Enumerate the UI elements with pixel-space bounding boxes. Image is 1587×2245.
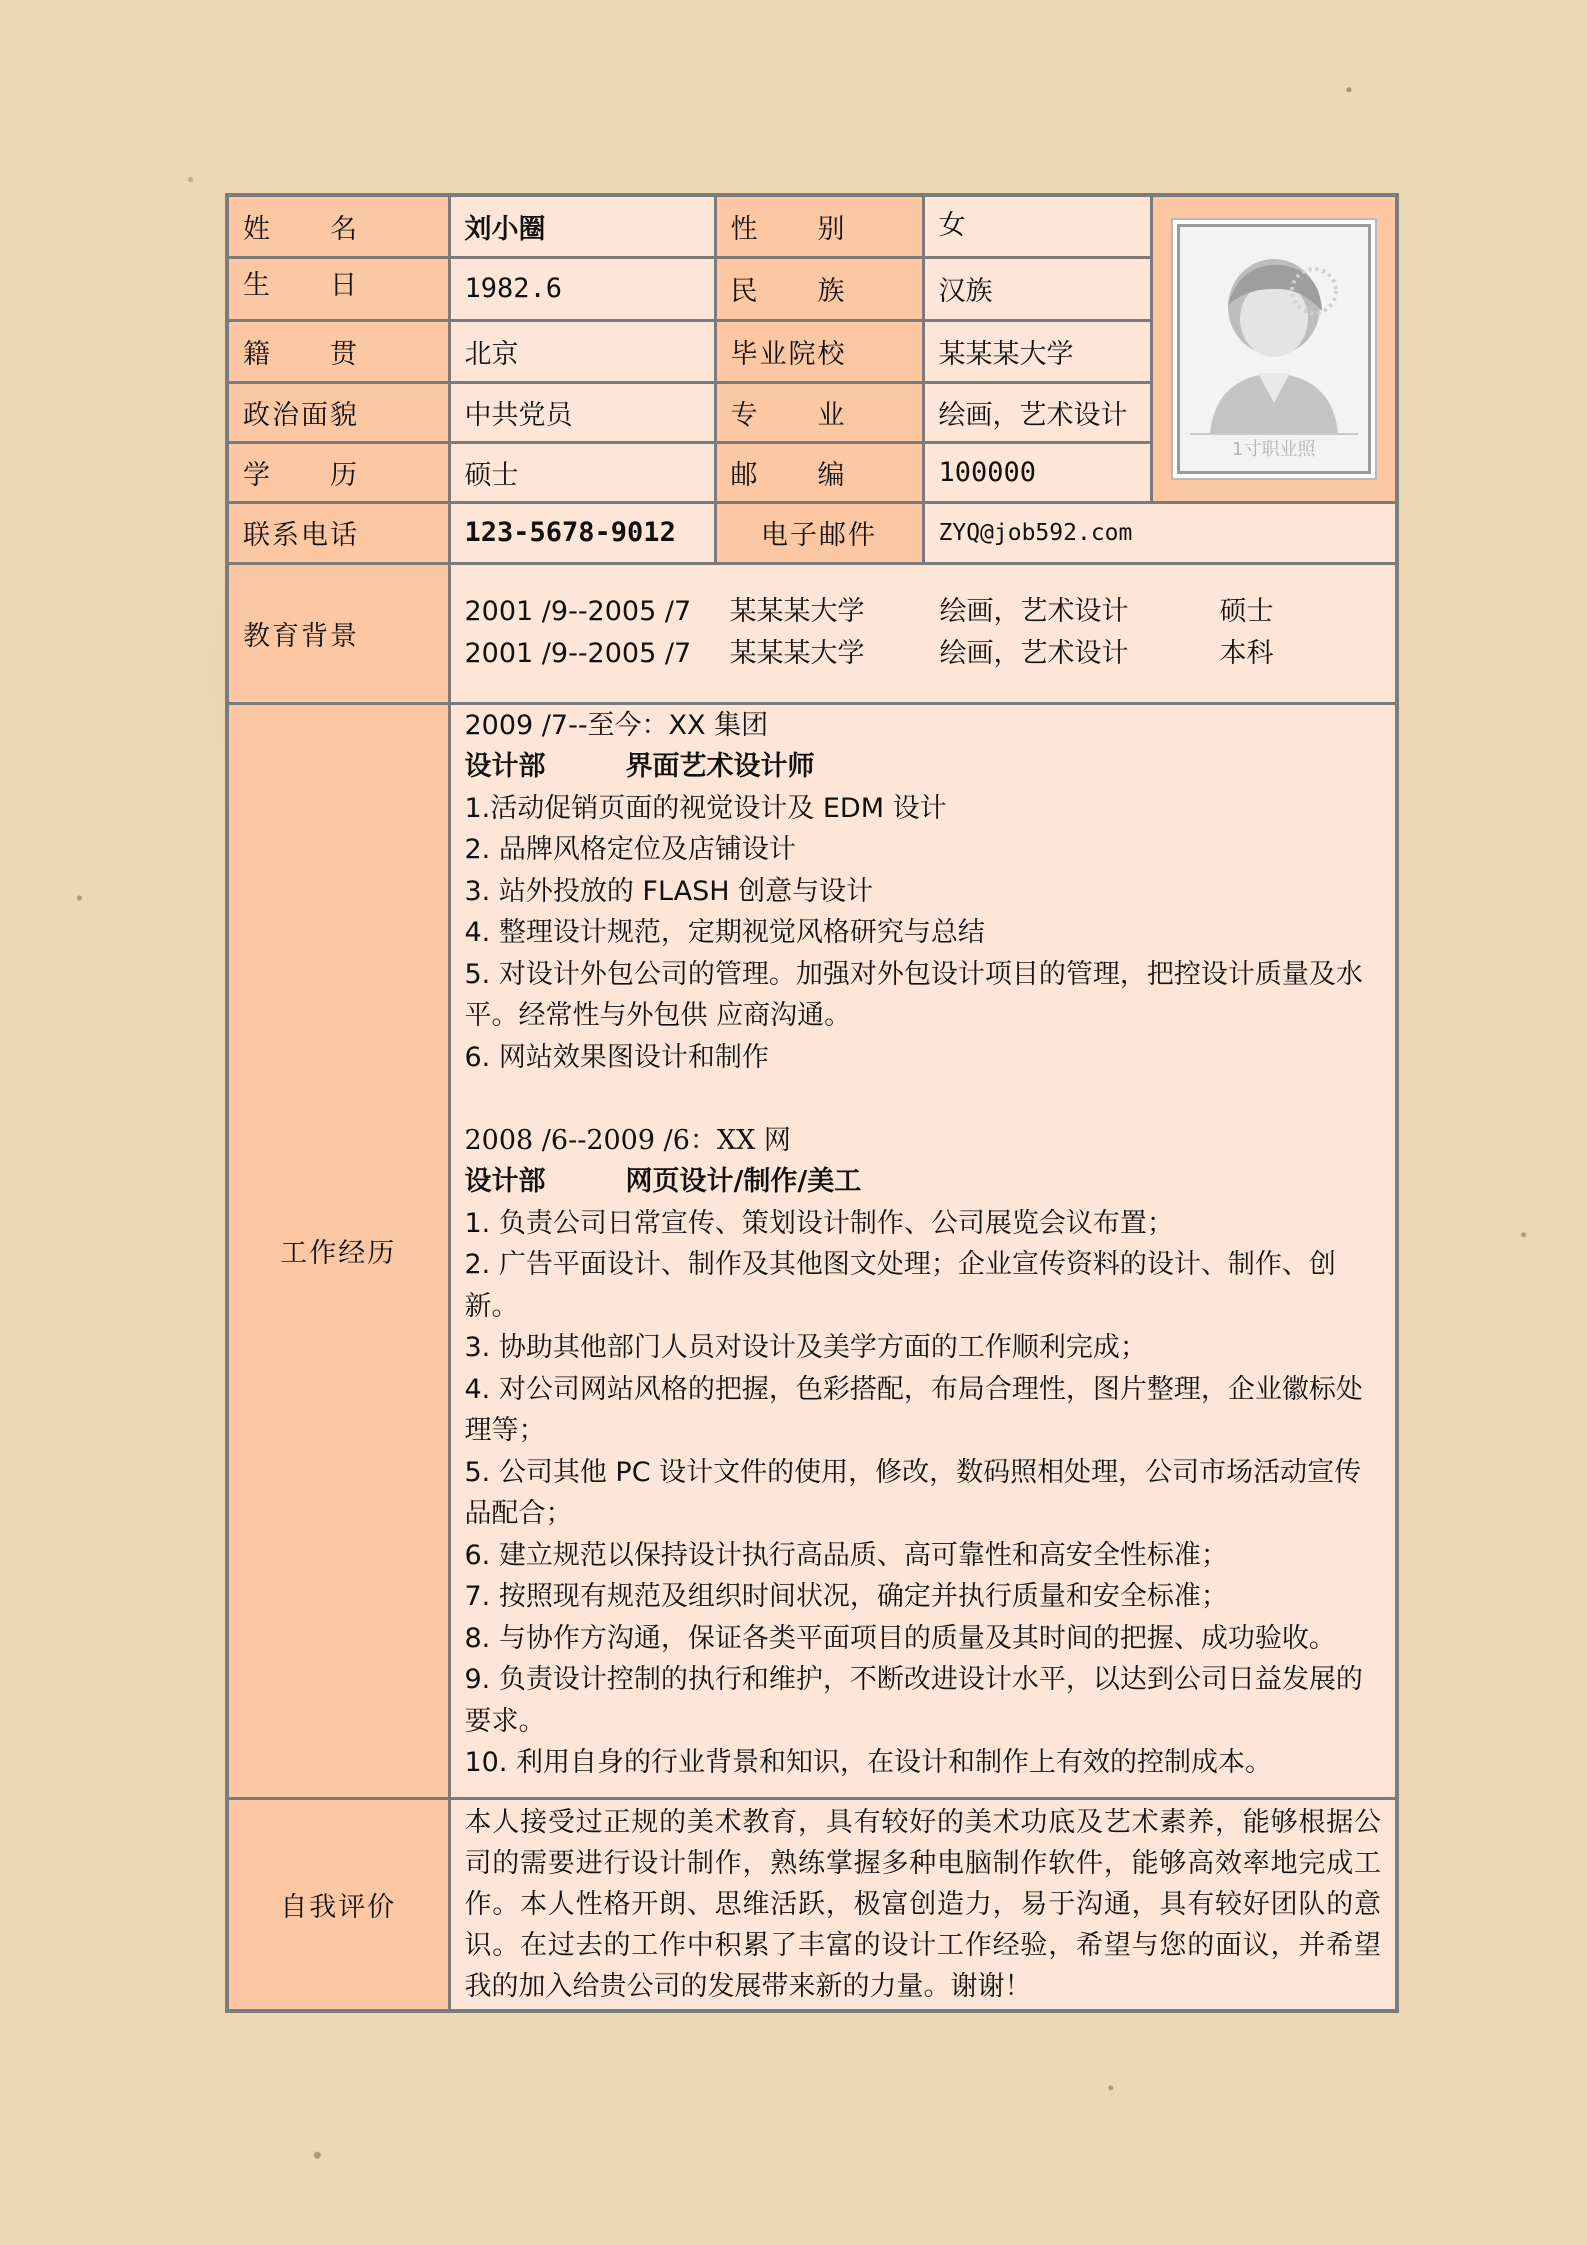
job1-heading (465, 746, 1382, 788)
job2-item: 2. 广告平面设计、制作及其他图文处理；企业宣传资料的设计、制作、创新。 (464, 1249, 1336, 1322)
self-eval-text: 本人接受过正规的美术教育，具有较好的美术功底及艺术素养，能够根据公司的需要进行设计制作，熟练掌握多种电脑制作软件，能够高效率地完成工作。本人性格开朗、思维活跃，极富创造力，易于沟通，具有较好团队的意识。在过去的工作中积累了丰富的设计工作经验，希望与您的面议，并希望我的加入给贵公司的发展带来新的力量。谢谢！ (449, 1798, 1397, 2011)
major-label: 专 业 (715, 382, 923, 442)
job1-title: 界面艺术设计师 (625, 751, 815, 782)
origin-label: 籍 贯 (227, 320, 449, 382)
education-label: 教育背景 (227, 563, 449, 703)
ethnic-label: 民 族 (715, 257, 923, 320)
school-value: 某某某大学 (923, 320, 1151, 382)
birth-value: 1982.6 (449, 257, 715, 320)
email-value: ZYQ@job592.com (923, 502, 1397, 563)
job1-item: 1.活动促销页面的视觉设计及 EDM 设计 (464, 792, 947, 824)
job1-period: 2009 /7--至今：XX 集团 (464, 709, 769, 741)
job2-item: 8. 与协作方沟通，保证各类平面项目的质量及其时间的把握、成功验收。 (464, 1622, 1336, 1654)
self-eval-label: 自我评价 (227, 1798, 449, 2011)
job2-title: 网页设计/制作/美工 (625, 1166, 862, 1197)
education-content (449, 563, 1397, 703)
phone-label: 联系电话 (227, 502, 449, 563)
edu-degree: 硕士 (1219, 596, 1274, 627)
edu-major: 绘画，艺术设计 (939, 638, 1129, 669)
degree-label: 学 历 (227, 442, 449, 502)
job2-item: 6. 建立规范以保持设计执行高品质、高可靠性和高安全性标准； (464, 1539, 1228, 1571)
edu-major: 绘画，艺术设计 (939, 596, 1129, 627)
education-row (465, 591, 1382, 633)
phone-value: 123-5678-9012 (449, 502, 715, 563)
gender-label: 性 别 (715, 195, 923, 257)
job2-item: 7. 按照现有规范及组织时间状况，确定并执行质量和安全标准； (464, 1581, 1228, 1612)
photo-cell (1151, 195, 1397, 502)
job1-item: 5. 对设计外包公司的管理。加强对外包设计项目的管理，把控设计质量及水平。经常性与外包供 应商沟通。 (464, 958, 1363, 1031)
job1-dept: 设计部 (464, 751, 546, 782)
work-content (449, 703, 1397, 1798)
name-label: 姓 名 (227, 195, 449, 257)
resume-table (225, 193, 1399, 2013)
job1-item: 4. 整理设计规范，定期视觉风格研究与总结 (464, 917, 985, 948)
job2-item: 1. 负责公司日常宣传、策划设计制作、公司展览会议布置； (464, 1207, 1174, 1239)
job2-item: 4. 对公司网站风格的把握，色彩搭配，布局合理性，图片整理，企业徽标处理等； (464, 1373, 1363, 1446)
edu-school: 某某某大学 (729, 638, 865, 669)
job1-item: 3. 站外投放的 FLASH 创意与设计 (464, 875, 874, 907)
edu-period: 2001 /9--2005 /7 (464, 596, 692, 627)
postcode-value: 100000 (923, 442, 1151, 502)
job2-item: 10. 利用自身的行业背景和知识，在设计和制作上有效的控制成本。 (464, 1747, 1273, 1778)
degree-value: 硕士 (449, 442, 715, 502)
profile-photo-placeholder (1177, 224, 1371, 474)
work-label: 工作经历 (227, 703, 449, 1798)
name-value: 刘小圈 (449, 195, 715, 257)
job2-period: 2008 /6--2009 /6：XX 网 (464, 1124, 791, 1156)
photo-caption: 1寸职业照 (1190, 433, 1358, 465)
edu-school: 某某某大学 (729, 596, 865, 627)
major-value: 绘画，艺术设计 (923, 382, 1151, 442)
job2-item: 5. 公司其他 PC 设计文件的使用，修改，数码照相处理，公司市场活动宣传品配合； (464, 1456, 1362, 1529)
edu-period: 2001 /9--2005 /7 (464, 638, 692, 669)
education-row (465, 633, 1382, 675)
job2-item: 3. 协助其他部门人员对设计及美学方面的工作顺利完成； (464, 1332, 1147, 1363)
gender-value: 女 (923, 195, 1151, 257)
job1-item: 2. 品牌风格定位及店铺设计 (464, 834, 796, 865)
politics-label: 政治面貌 (227, 382, 449, 442)
job2-heading (465, 1161, 1382, 1203)
school-label: 毕业院校 (715, 320, 923, 382)
birth-label: 生 日 (227, 257, 449, 320)
email-label: 电子邮件 (715, 502, 923, 563)
job2-item: 9. 负责设计控制的执行和维护，不断改进设计水平，以达到公司日益发展的要求。 (464, 1664, 1363, 1737)
origin-value: 北京 (449, 320, 715, 382)
politics-value: 中共党员 (449, 382, 715, 442)
postcode-label: 邮 编 (715, 442, 923, 502)
edu-degree: 本科 (1219, 638, 1274, 669)
job2-dept: 设计部 (464, 1166, 546, 1197)
ethnic-value: 汉族 (923, 257, 1151, 320)
job1-item: 6. 网站效果图设计和制作 (464, 1041, 769, 1073)
